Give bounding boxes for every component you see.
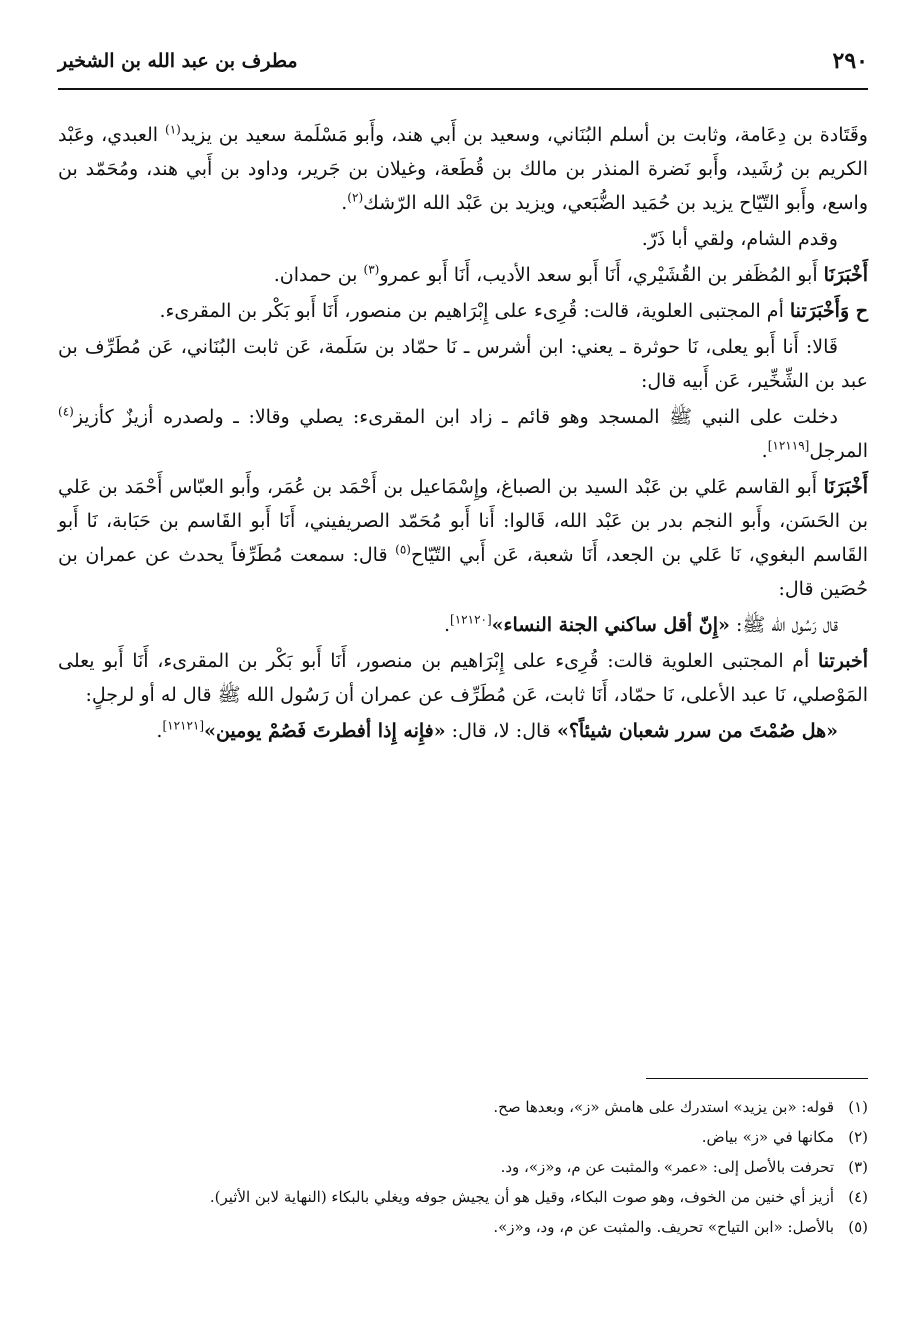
paragraph-isnad-1 [58,258,868,292]
paragraph-narrators [58,118,868,220]
footnote-number: (١) [848,1098,868,1116]
text-span: أم المجتبى العلوية، قالت: قُرِىء على إِبْرَاهيم بن منصور، أَنَا أَبو بَكْر بن المقرىء. [159,300,790,322]
footnote-item [58,1122,868,1152]
akhbarana-lead: أَخْبَرَنَا [823,476,868,498]
akhbarana-lead: أَخْبَرَنَا [823,264,868,286]
footnote-text: بالأصل: «ابن التياح» تحريف. والمثبت عن م، ود، و«ز». [493,1218,834,1236]
footnote-item [58,1182,868,1212]
hadith-ref-12119: [١٢١١٩] [767,438,810,453]
text-span: . [156,720,163,742]
text-span: أَبو القاسم عَلي بن عَبْد السيد بن الصباغ، وإِسْمَاعيل بن أَحْمَد بن عُمَر، وأَبو العبّاس أَحْمَد بن عَلي بن الحَسَن، وأَبو النجم بدر بن عَبْد الله، قَالوا: أَنا أَبو مُحَمّد الصريفيني، أَنَا أَبو القَاسم بن حَبَابة، نَا أَبو القَاسم البغوي، نَا عَلي بن الجعد، أَنَا شعبة، عَن أَبي التّيّاح [58,476,868,566]
footnote-marker-2: (٢) [347,190,364,205]
main-text [58,118,868,750]
footnote-text: مكانها في «ز» بياض. [701,1128,834,1146]
text-span: . [444,614,451,636]
text-span: قال: لا، قال: [445,720,557,742]
footnote-marker-5: (٥) [395,542,411,557]
footnote-divider [646,1078,868,1079]
text-span: وقَتَادة بن دِعَامة، وثابت بن أسلم البُنَاني، وسعيد بن أَبي هند، وأَبو مَسْلَمة سعيد بن يزيد [180,124,868,146]
akhbaratna-lead: ح وَأَخْبَرَتنا [789,300,868,322]
page-header [58,44,868,90]
footnote-number: (٥) [848,1218,868,1236]
running-title: مطرف بن عبد الله بن الشخير [58,50,298,72]
paragraph-isnad-3 [58,470,868,606]
footnote-text: تحرفت بالأصل إلى: «عمر» والمثبت عن م، و«ز»، ود. [500,1158,834,1176]
text-span: قال رَسُول الله ﷺ: [729,614,838,636]
text-span: . [761,440,768,462]
akhbaratna-lead: أخبرتنا [817,650,868,672]
footnote-item [58,1092,868,1122]
page-number: ٢٩٠ [832,48,868,74]
book-page [58,0,868,1340]
hadith-quote: «هل صُمْتَ من سرر شعبان شيئاً؟» [556,720,838,742]
footnote-item [58,1212,868,1242]
paragraph-hadith-3 [58,714,868,748]
footnote-text: قوله: «بن يزيد» استدرك على هامش «ز»، وبعدها صح. [493,1098,834,1116]
hadith-ref-12121: [١٢١٢١] [162,718,205,733]
paragraph-hadith-1 [58,400,868,468]
footnote-marker-4: (٤) [58,404,74,419]
paragraph-isnad-2 [58,294,868,328]
text-span: بن حمدان. [273,264,364,286]
hadith-quote: «إِنّ أقل ساكني الجنة النساء» [491,614,730,636]
footnotes [58,1092,868,1242]
text-span: أَبو المُظَفر بن القُشَيْري، أَنَا أَبو سعد الأديب، أَنَا أَبو عمرو [379,264,824,286]
footnote-number: (٤) [848,1188,868,1206]
footnote-item [58,1152,868,1182]
text-span: دخلت على النبي ﷺ المسجد وهو قائم ـ زاد ابن المقرىء: يصلي وقالا: ـ ولصدره أزيزٌ كأزيز [73,406,838,428]
hadith-quote: «فإِنه إِذا أفطرتَ فَصُمْ يومين» [204,720,446,742]
footnote-number: (٣) [848,1158,868,1176]
paragraph-sham: وقدم الشام، ولقي أبا ذَرّ. [641,228,838,250]
text-span: العبدي، وعَبْد الكريم بن رُشَيد، وأَبو نَضرة المنذر بن مالك بن قُطَعة، وغيلان بن جَرير، وداود بن أَبي هند، ومُحَمّد بن واسع، وأَبو التّيّاح يزيد بن حُمَيد الضُّبَعي، ويزيد بن عَبْد الله الرّشك [58,124,868,214]
text-span: أم المجتبى العلوية قالت: قُرِىء على إِبْرَاهيم بن منصور، أَنَا أَبو بَكْر بن المقرىء، أَنَا أَبو يعلى المَوْصلي، نَا عبد الأعلى، نَا حمّاد، أَنَا ثابت، عَن مُطَرِّف عن عمران أن رَسُول الله ﷺ قال له أو لرجلٍ: [58,650,868,706]
footnote-marker-3: (٣) [363,262,380,277]
text-span: قال: سمعت مُطَرِّفاً يحدث عن عمران بن حُصَين قال: [58,544,868,600]
footnote-text: أزيز أي خنين من الخوف، وهو صوت البكاء، وقيل هو أن يجيش جوفه ويغلي بالبكاء (النهاية لابن الأثير). [209,1188,834,1206]
footnote-number: (٢) [848,1128,868,1146]
footnote-marker-1: (١) [165,122,181,137]
text-span: . [341,192,348,214]
hadith-ref-12120: [١٢١٢٠] [450,612,492,627]
text-span: المرجل [809,440,868,462]
paragraph-isnad-4 [58,644,868,712]
paragraph-qala: قَالا: أَنا أَبو يعلى، نَا حوثرة ـ يعني: ابن أشرس ـ نَا حمّاد بن سَلَمة، عَن ثابت البُنَاني، عَن مُطَرِّف بن عبد بن الشِّخِّير، عَن أَبيه قال: [58,336,868,392]
paragraph-hadith-2 [58,608,868,642]
